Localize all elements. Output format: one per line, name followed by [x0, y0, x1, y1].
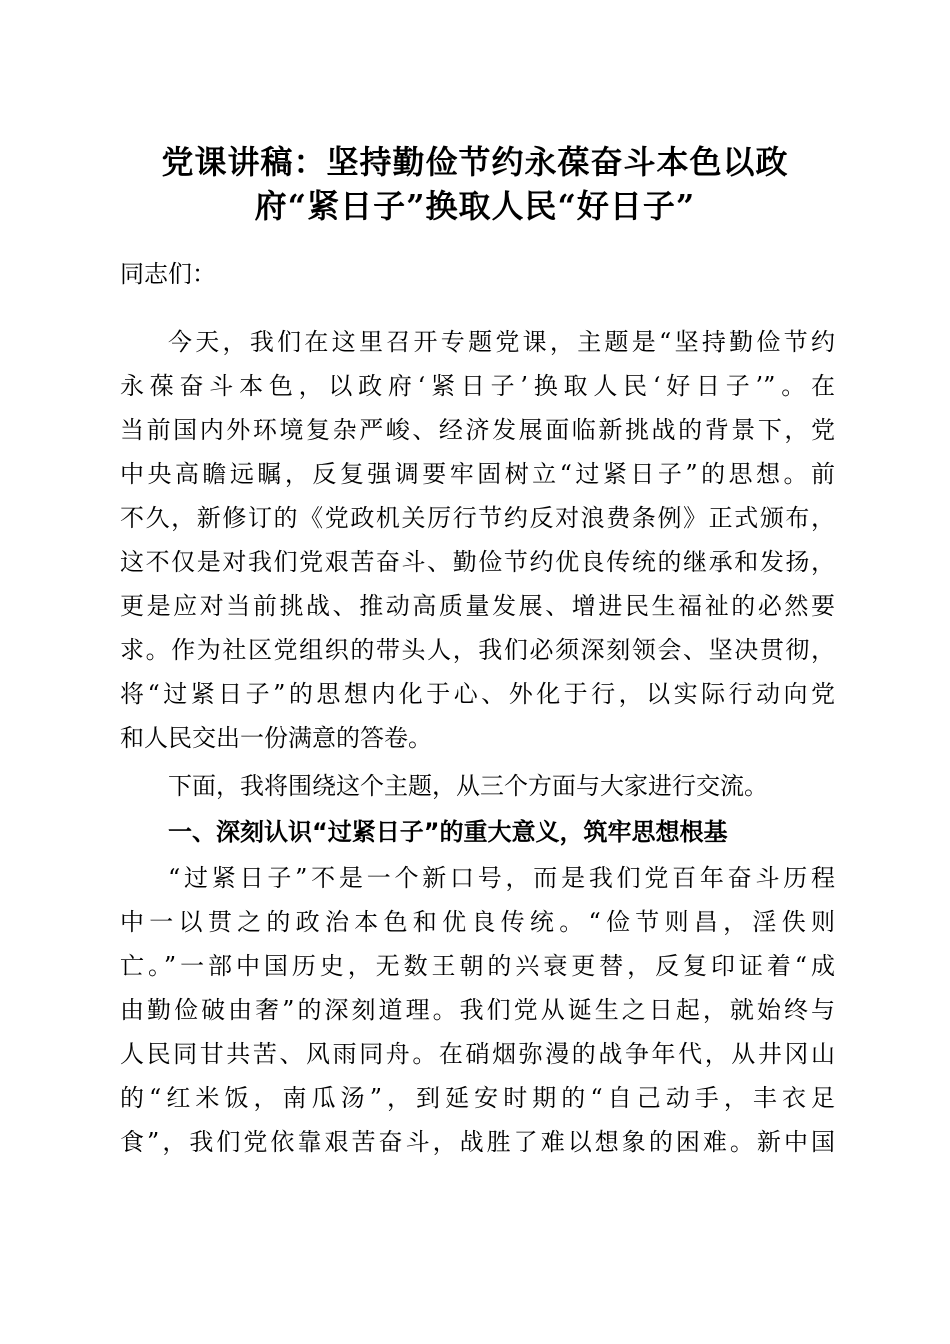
- section-1-heading: 一、深刻认识“过紧日子”的重大意义，筑牢思想根基: [168, 818, 728, 846]
- paragraph-1-line: 今天，我们在这里召开专题党课，主题是“坚持勤俭节约: [168, 328, 835, 356]
- paragraph-1-line: 和人民交出一份满意的答卷。: [120, 724, 432, 752]
- paragraph-3-line: 食”，我们党依靠艰苦奋斗，战胜了难以想象的困难。新中国: [120, 1128, 835, 1156]
- paragraph-1-line: 这不仅是对我们党艰苦奋斗、勤俭节约优良传统的继承和发扬，: [120, 548, 835, 576]
- paragraph-1-line: 不久，新修订的《党政机关厉行节约反对浪费条例》正式颁布，: [120, 504, 835, 532]
- paragraph-3-line: “过紧日子”不是一个新口号，而是我们党百年奋斗历程: [168, 864, 835, 892]
- paragraph-3-line: 的“红米饭，南瓜汤”，到延安时期的“自己动手，丰衣足: [120, 1084, 835, 1112]
- paragraph-1-line: 将“过紧日子”的思想内化于心、外化于行，以实际行动向党: [120, 680, 835, 708]
- document-title-line-1: 党课讲稿：坚持勤俭节约永葆奋斗本色以政: [161, 143, 789, 181]
- document-title-line-2: 府“紧日子”换取人民“好日子”: [254, 187, 696, 225]
- paragraph-1-line: 永葆奋斗本色，以政府‘紧日子’换取人民‘好日子’”。在: [120, 372, 835, 400]
- paragraph-1-line: 更是应对当前挑战、推动高质量发展、增进民生福祉的必然要: [120, 592, 835, 620]
- paragraph-3-line: 由勤俭破由奢”的深刻道理。我们党从诞生之日起，就始终与: [120, 996, 835, 1024]
- paragraph-1-line: 中央高瞻远瞩，反复强调要牢固树立“过紧日子”的思想。前: [120, 460, 835, 488]
- paragraph-3-line: 人民同甘共苦、风雨同舟。在硝烟弥漫的战争年代，从井冈山: [120, 1040, 835, 1068]
- paragraph-3-line: 亡。”一部中国历史，无数王朝的兴衰更替，反复印证着“成: [120, 952, 835, 980]
- paragraph-1-line: 求。作为社区党组织的带头人，我们必须深刻领会、坚决贯彻，: [120, 636, 835, 664]
- greeting: 同志们：: [120, 260, 216, 288]
- paragraph-3-line: 中一以贯之的政治本色和优良传统。“俭节则昌，淫佚则: [120, 908, 835, 936]
- paragraph-2: 下面，我将围绕这个主题，从三个方面与大家进行交流。: [168, 772, 768, 800]
- paragraph-1-line: 当前国内外环境复杂严峻、经济发展面临新挑战的背景下，党: [120, 416, 835, 444]
